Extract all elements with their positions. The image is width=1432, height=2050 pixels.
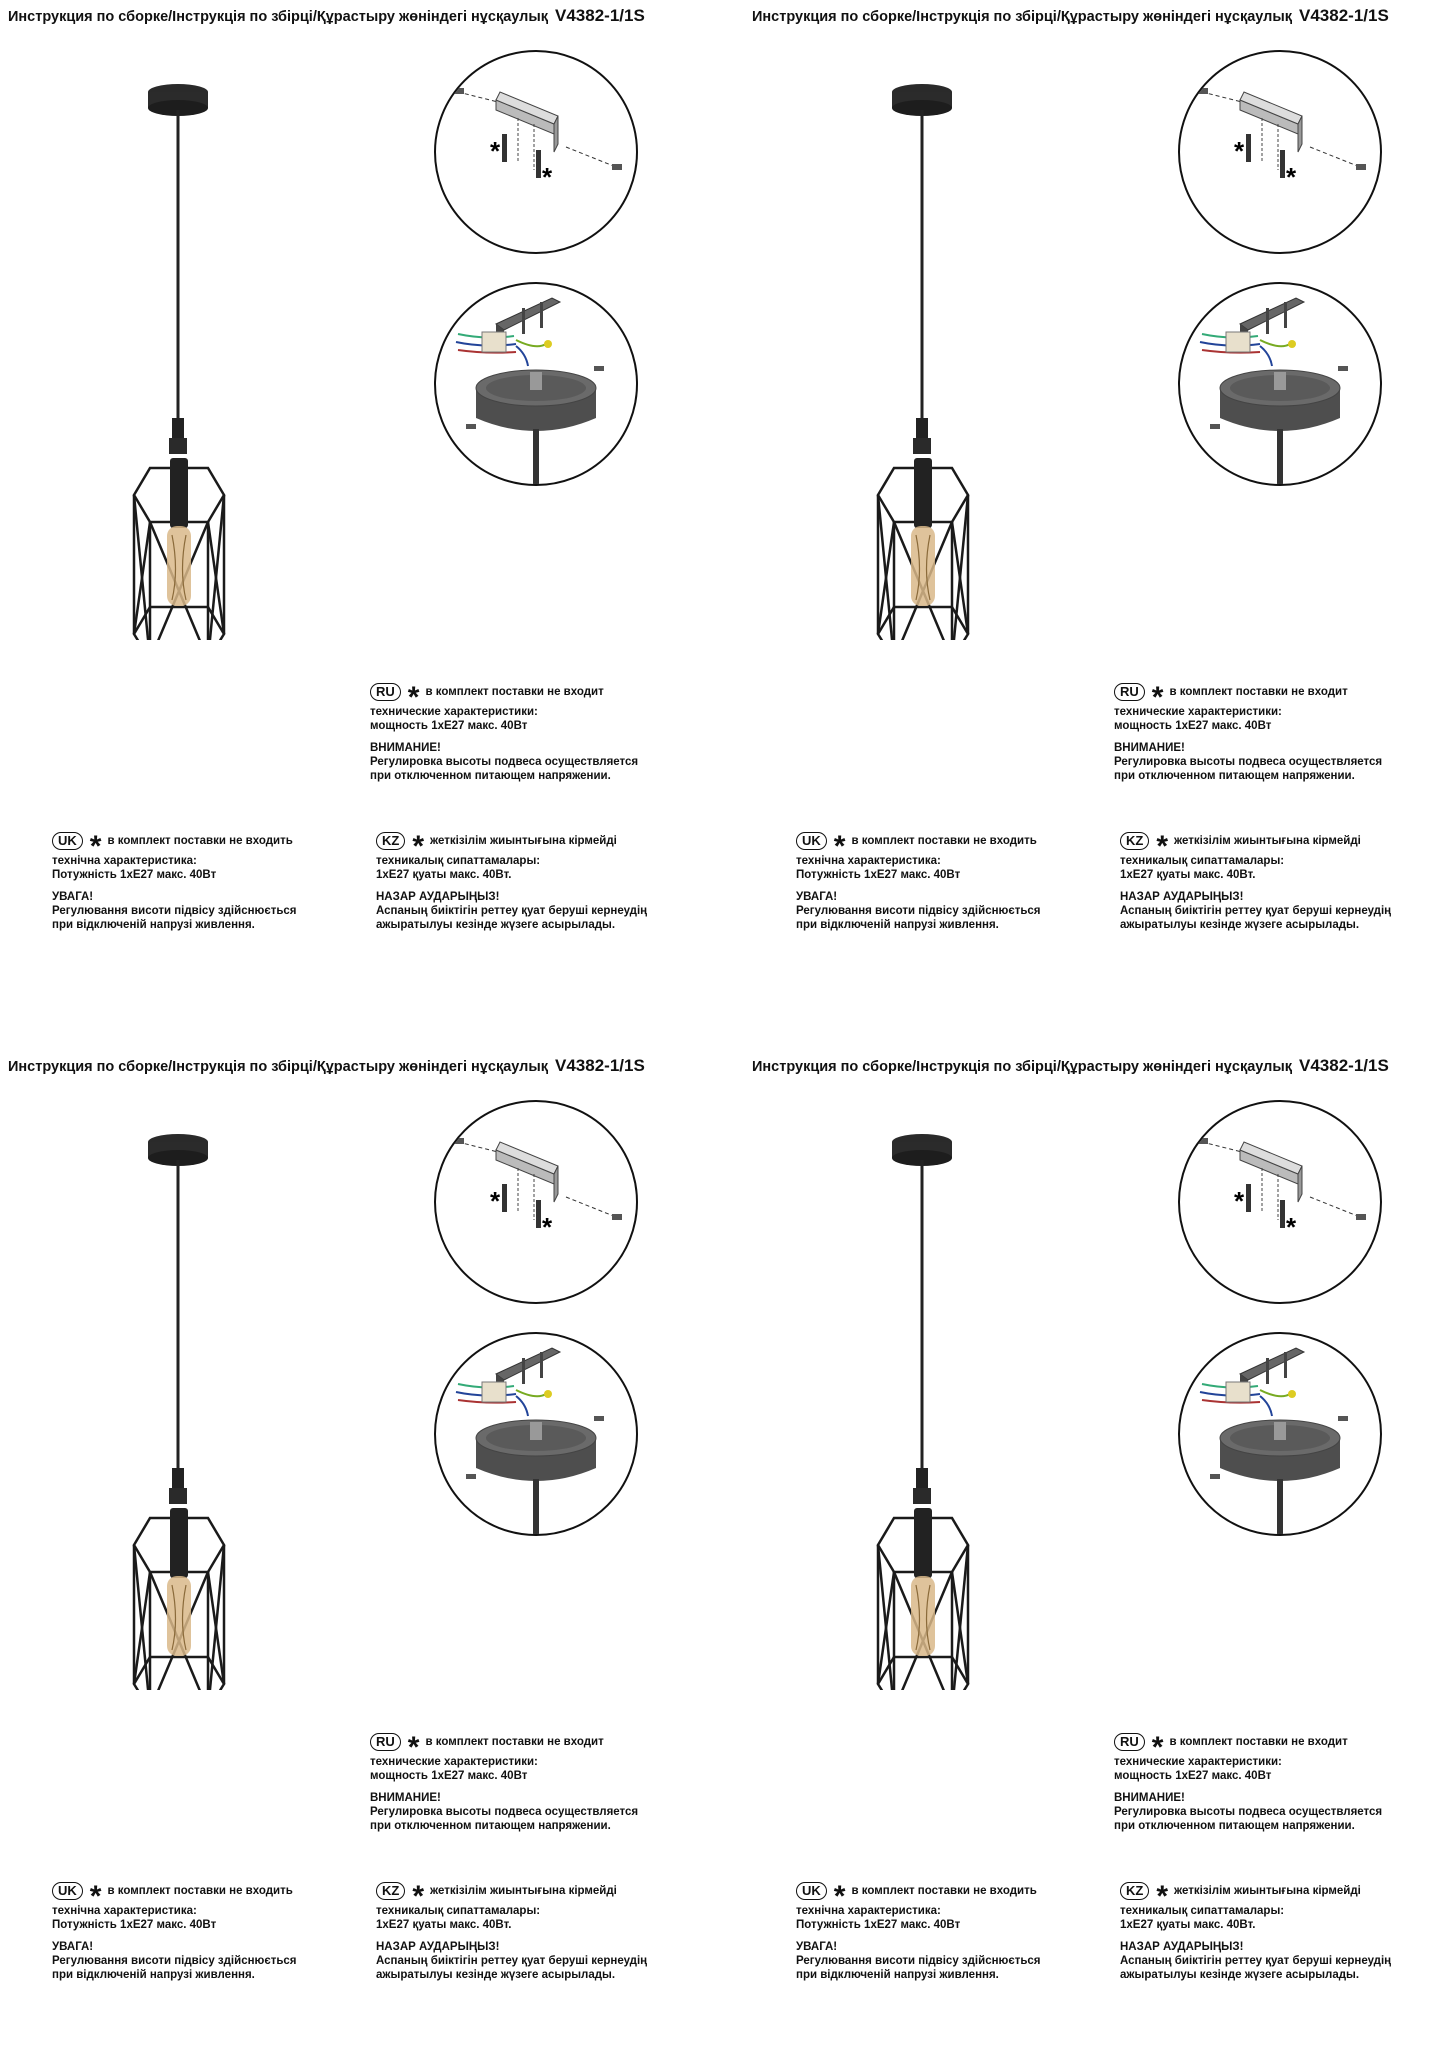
uk-instructions <box>52 832 297 932</box>
ru-warning-title: ВНИМАНИЕ! <box>370 742 441 754</box>
ru-warning-title: ВНИМАНИЕ! <box>1114 1792 1185 1804</box>
ru-instructions <box>370 1733 638 1833</box>
uk-warning-line1: Регулювання висоти підвісу здійснюється <box>796 1955 1041 1967</box>
ru-instructions <box>1114 683 1382 783</box>
ru-note: в комплект поставки не входит <box>1169 686 1348 698</box>
uk-warning-title: УВАГА! <box>52 1941 94 1953</box>
ru-warning-line1: Регулировка высоты подвеса осуществляется <box>1114 756 1383 768</box>
uk-spec-value: Потужність 1хЕ27 макс. 40Вт <box>796 1919 961 1931</box>
ru-warning-line2: при отключенном питающем напряжении. <box>1114 770 1355 782</box>
lang-badge-uk: UK <box>796 832 827 850</box>
uk-note: в комплект поставки не входить <box>851 1885 1037 1897</box>
kz-spec-value: 1хЕ27 қуаты макс. 40Вт. <box>1120 1919 1256 1931</box>
uk-warning-title: УВАГА! <box>52 891 94 903</box>
uk-spec-label: технічна характеристика: <box>52 1905 197 1917</box>
uk-warning-title: УВАГА! <box>796 1941 838 1953</box>
ru-spec-value: мощность 1хЕ27 макс. 40Вт <box>1114 720 1272 732</box>
lang-badge-uk: UK <box>52 1882 83 1900</box>
lang-badge-ru: RU <box>370 1733 401 1751</box>
pendant-lamp-illustration <box>864 1130 1014 1690</box>
uk-instructions <box>796 832 1041 932</box>
uk-note: в комплект поставки не входить <box>107 835 293 847</box>
ru-instructions <box>1114 1733 1382 1833</box>
instruction-panel <box>744 1050 1432 2050</box>
uk-warning-line1: Регулювання висоти підвісу здійснюється <box>796 905 1041 917</box>
kz-warning-title: НАЗАР АУДАРЫҢЫЗ! <box>376 891 500 903</box>
uk-spec-label: технічна характеристика: <box>796 1905 941 1917</box>
kz-spec-label: техникалық сипаттамалары: <box>376 855 541 867</box>
ru-warning-line2: при отключенном питающем напряжении. <box>1114 1820 1355 1832</box>
ru-warning-line1: Регулировка высоты подвеса осуществляется <box>1114 1806 1383 1818</box>
kz-warning-line1: Аспаның биіктігін реттеу қуат беруші кернеудің <box>1120 1955 1392 1967</box>
kz-instructions <box>376 1882 647 1982</box>
mounting-bracket-diagram <box>434 1100 638 1304</box>
ru-spec-value: мощность 1хЕ27 макс. 40Вт <box>1114 1770 1272 1782</box>
lang-badge-kz: KZ <box>376 1882 405 1900</box>
uk-warning-line2: при відключеній напрузі живлення. <box>52 919 255 931</box>
uk-warning-line1: Регулювання висоти підвісу здійснюється <box>52 905 297 917</box>
asterisk-icon: * <box>833 830 846 863</box>
mounting-bracket-diagram <box>1178 50 1382 254</box>
lang-badge-uk: UK <box>796 1882 827 1900</box>
ru-spec-value: мощность 1хЕ27 макс. 40Вт <box>370 720 528 732</box>
ru-spec-label: технические характеристики: <box>1114 706 1282 718</box>
instruction-title: Инструкция по сборке/Інструкція по збірці/Құрастыру жөніндегі нұсқаулық V4382-1/1S <box>752 6 1389 25</box>
ru-spec-value: мощность 1хЕ27 макс. 40Вт <box>370 1770 528 1782</box>
kz-warning-title: НАЗАР АУДАРЫҢЫЗ! <box>376 1941 500 1953</box>
instruction-panel <box>0 0 716 1000</box>
model-number: V4382-1/1S <box>555 1056 645 1075</box>
ru-spec-label: технические характеристики: <box>370 706 538 718</box>
canopy-wiring-diagram <box>1178 282 1382 486</box>
kz-warning-line2: ажыратылуы кезінде жүзеге асырылады. <box>376 1969 616 1981</box>
kz-spec-value: 1хЕ27 қуаты макс. 40Вт. <box>376 1919 512 1931</box>
uk-instructions <box>52 1882 297 1982</box>
uk-warning-line2: при відключеній напрузі живлення. <box>796 1969 999 1981</box>
uk-instructions <box>796 1882 1041 1982</box>
ru-instructions <box>370 683 638 783</box>
kz-instructions <box>1120 832 1391 932</box>
pendant-lamp-illustration <box>120 80 270 640</box>
uk-spec-label: технічна характеристика: <box>796 855 941 867</box>
kz-note: жеткізілім жиынтығына кірмейді <box>430 835 617 847</box>
asterisk-icon: * <box>407 1731 420 1764</box>
asterisk-icon: * <box>1156 830 1169 863</box>
uk-note: в комплект поставки не входить <box>851 835 1037 847</box>
kz-warning-line1: Аспаның биіктігін реттеу қуат беруші кернеудің <box>376 1955 648 1967</box>
uk-note: в комплект поставки не входить <box>107 1885 293 1897</box>
ru-warning-title: ВНИМАНИЕ! <box>1114 742 1185 754</box>
svg-text:*: * <box>490 136 501 166</box>
instruction-panel <box>0 1050 716 2050</box>
svg-text:*: * <box>1286 162 1297 192</box>
kz-warning-line2: ажыратылуы кезінде жүзеге асырылады. <box>1120 1969 1360 1981</box>
ru-warning-line1: Регулировка высоты подвеса осуществляется <box>370 1806 639 1818</box>
lang-badge-ru: RU <box>370 683 401 701</box>
uk-spec-value: Потужність 1хЕ27 макс. 40Вт <box>52 869 217 881</box>
asterisk-icon: * <box>1156 1880 1169 1913</box>
instruction-title: Инструкция по сборке/Інструкція по збірці/Құрастыру жөніндегі нұсқаулық V4382-1/1S <box>8 1056 645 1075</box>
kz-warning-line1: Аспаның биіктігін реттеу қуат беруші кернеудің <box>1120 905 1392 917</box>
lang-badge-kz: KZ <box>1120 1882 1149 1900</box>
asterisk-icon: * <box>833 1880 846 1913</box>
kz-spec-value: 1хЕ27 қуаты макс. 40Вт. <box>376 869 512 881</box>
asterisk-icon: * <box>1151 681 1164 714</box>
uk-warning-line2: при відключеній напрузі живлення. <box>796 919 999 931</box>
kz-spec-label: техникалық сипаттамалары: <box>1120 855 1285 867</box>
mounting-bracket-diagram <box>434 50 638 254</box>
uk-spec-value: Потужність 1хЕ27 макс. 40Вт <box>52 1919 217 1931</box>
asterisk-icon: * <box>1151 1731 1164 1764</box>
pendant-lamp-illustration <box>864 80 1014 640</box>
model-number: V4382-1/1S <box>555 6 645 25</box>
lang-badge-ru: RU <box>1114 683 1145 701</box>
ru-spec-label: технические характеристики: <box>1114 1756 1282 1768</box>
asterisk-icon: * <box>412 1880 425 1913</box>
kz-note: жеткізілім жиынтығына кірмейді <box>1174 835 1361 847</box>
uk-warning-line1: Регулювання висоти підвісу здійснюється <box>52 1955 297 1967</box>
kz-note: жеткізілім жиынтығына кірмейді <box>430 1885 617 1897</box>
lang-badge-ru: RU <box>1114 1733 1145 1751</box>
lang-badge-kz: KZ <box>1120 832 1149 850</box>
kz-instructions <box>376 832 647 932</box>
asterisk-icon: * <box>407 681 420 714</box>
kz-warning-line1: Аспаның биіктігін реттеу қуат беруші кернеудің <box>376 905 648 917</box>
svg-text:*: * <box>490 1186 501 1216</box>
asterisk-icon: * <box>89 830 102 863</box>
ru-note: в комплект поставки не входит <box>1169 1736 1348 1748</box>
ru-note: в комплект поставки не входит <box>425 686 604 698</box>
model-number: V4382-1/1S <box>1299 1056 1389 1075</box>
svg-text:*: * <box>542 162 553 192</box>
kz-spec-label: техникалық сипаттамалары: <box>376 1905 541 1917</box>
canopy-wiring-diagram <box>434 1332 638 1536</box>
instruction-panel <box>744 0 1432 1000</box>
lang-badge-kz: KZ <box>376 832 405 850</box>
kz-warning-line2: ажыратылуы кезінде жүзеге асырылады. <box>1120 919 1360 931</box>
ru-spec-label: технические характеристики: <box>370 1756 538 1768</box>
canopy-wiring-diagram <box>1178 1332 1382 1536</box>
svg-text:*: * <box>1234 136 1245 166</box>
kz-instructions <box>1120 1882 1391 1982</box>
instruction-title: Инструкция по сборке/Інструкція по збірці/Құрастыру жөніндегі нұсқаулық V4382-1/1S <box>8 6 645 25</box>
uk-spec-value: Потужність 1хЕ27 макс. 40Вт <box>796 869 961 881</box>
svg-text:*: * <box>1234 1186 1245 1216</box>
kz-warning-title: НАЗАР АУДАРЫҢЫЗ! <box>1120 1941 1244 1953</box>
uk-warning-line2: при відключеній напрузі живлення. <box>52 1969 255 1981</box>
ru-warning-line2: при отключенном питающем напряжении. <box>370 770 611 782</box>
ru-warning-title: ВНИМАНИЕ! <box>370 1792 441 1804</box>
ru-note: в комплект поставки не входит <box>425 1736 604 1748</box>
ru-warning-line1: Регулировка высоты подвеса осуществляется <box>370 756 639 768</box>
instruction-title: Инструкция по сборке/Інструкція по збірці/Құрастыру жөніндегі нұсқаулық V4382-1/1S <box>752 1056 1389 1075</box>
kz-note: жеткізілім жиынтығына кірмейді <box>1174 1885 1361 1897</box>
svg-text:*: * <box>542 1212 553 1242</box>
uk-warning-title: УВАГА! <box>796 891 838 903</box>
kz-warning-title: НАЗАР АУДАРЫҢЫЗ! <box>1120 891 1244 903</box>
svg-text:*: * <box>1286 1212 1297 1242</box>
mounting-bracket-diagram <box>1178 1100 1382 1304</box>
asterisk-icon: * <box>89 1880 102 1913</box>
kz-spec-label: техникалық сипаттамалары: <box>1120 1905 1285 1917</box>
lang-badge-uk: UK <box>52 832 83 850</box>
pendant-lamp-illustration <box>120 1130 270 1690</box>
model-number: V4382-1/1S <box>1299 6 1389 25</box>
ru-warning-line2: при отключенном питающем напряжении. <box>370 1820 611 1832</box>
uk-spec-label: технічна характеристика: <box>52 855 197 867</box>
canopy-wiring-diagram <box>434 282 638 486</box>
kz-spec-value: 1хЕ27 қуаты макс. 40Вт. <box>1120 869 1256 881</box>
asterisk-icon: * <box>412 830 425 863</box>
kz-warning-line2: ажыратылуы кезінде жүзеге асырылады. <box>376 919 616 931</box>
